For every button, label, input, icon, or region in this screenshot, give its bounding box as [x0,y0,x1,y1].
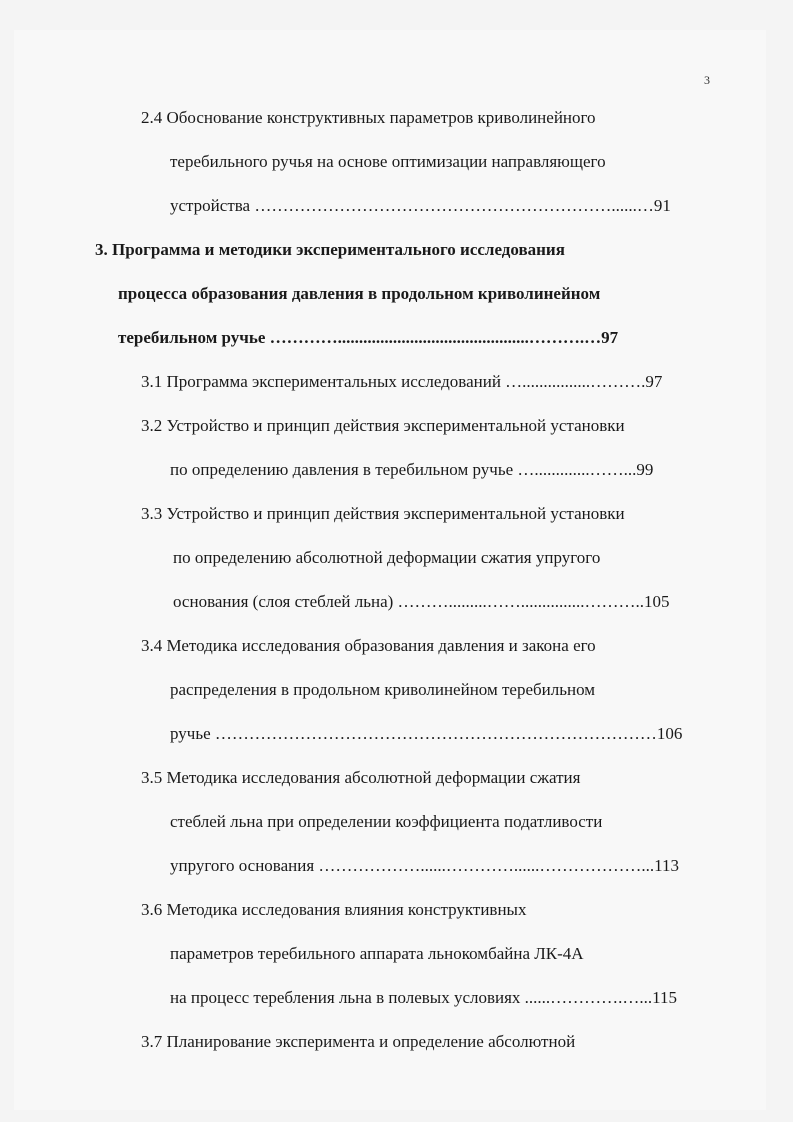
toc-line: на процесс теребления льна в полевых условиях ......………….…...115 [170,988,678,1007]
toc-line: распределения в продольном криволинейном теребильном [170,680,596,699]
toc-line: 3.3 Устройство и принцип действия экспериментальной установки [141,504,625,523]
toc-line: 2.4 Обоснование конструктивных параметров криволинейного [141,108,596,127]
toc-line: 3.4 Методика исследования образования давления и закона его [141,636,596,655]
toc-line: 3.7 Планирование эксперимента и определение абсолютной [141,1032,576,1051]
toc-line: по определению абсолютной деформации сжатия упругого [173,548,601,567]
toc-line: ручье ……………………………………………………………………106 [170,724,683,743]
toc-line: по определению давления в теребильном ручье ….............……...99 [170,460,654,479]
toc-line: 3.6 Методика исследования влияния конструктивных [141,900,527,919]
toc-line: теребильного ручья на основе оптимизации направляющего [170,152,606,171]
toc-line: основания (слоя стеблей льна) ……….........……...............………..105 [173,592,670,611]
toc-line: упругого основания ………………......…………......………………...113 [170,856,680,875]
toc-line: 3.5 Методика исследования абсолютной деформации сжатия [141,768,581,787]
toc-line: стеблей льна при определении коэффициента податливости [170,812,603,831]
toc-line: устройства ………………………………………………………......…91 [170,196,671,215]
toc-line: 3.1 Программа экспериментальных исследований …................……….97 [141,372,663,391]
toc-chapter-heading: 3. Программа и методики экспериментального исследования [95,240,565,259]
page-number: 3 [704,73,710,87]
toc-chapter-heading: теребильном ручье ………….............................................……….…97 [118,328,619,347]
toc-chapter-heading: процесса образования давления в продольном криволинейном [118,284,601,303]
toc-line: 3.2 Устройство и принцип действия экспериментальной установки [141,416,625,435]
toc-line: параметров теребильного аппарата льнокомбайна ЛК-4А [170,944,584,963]
